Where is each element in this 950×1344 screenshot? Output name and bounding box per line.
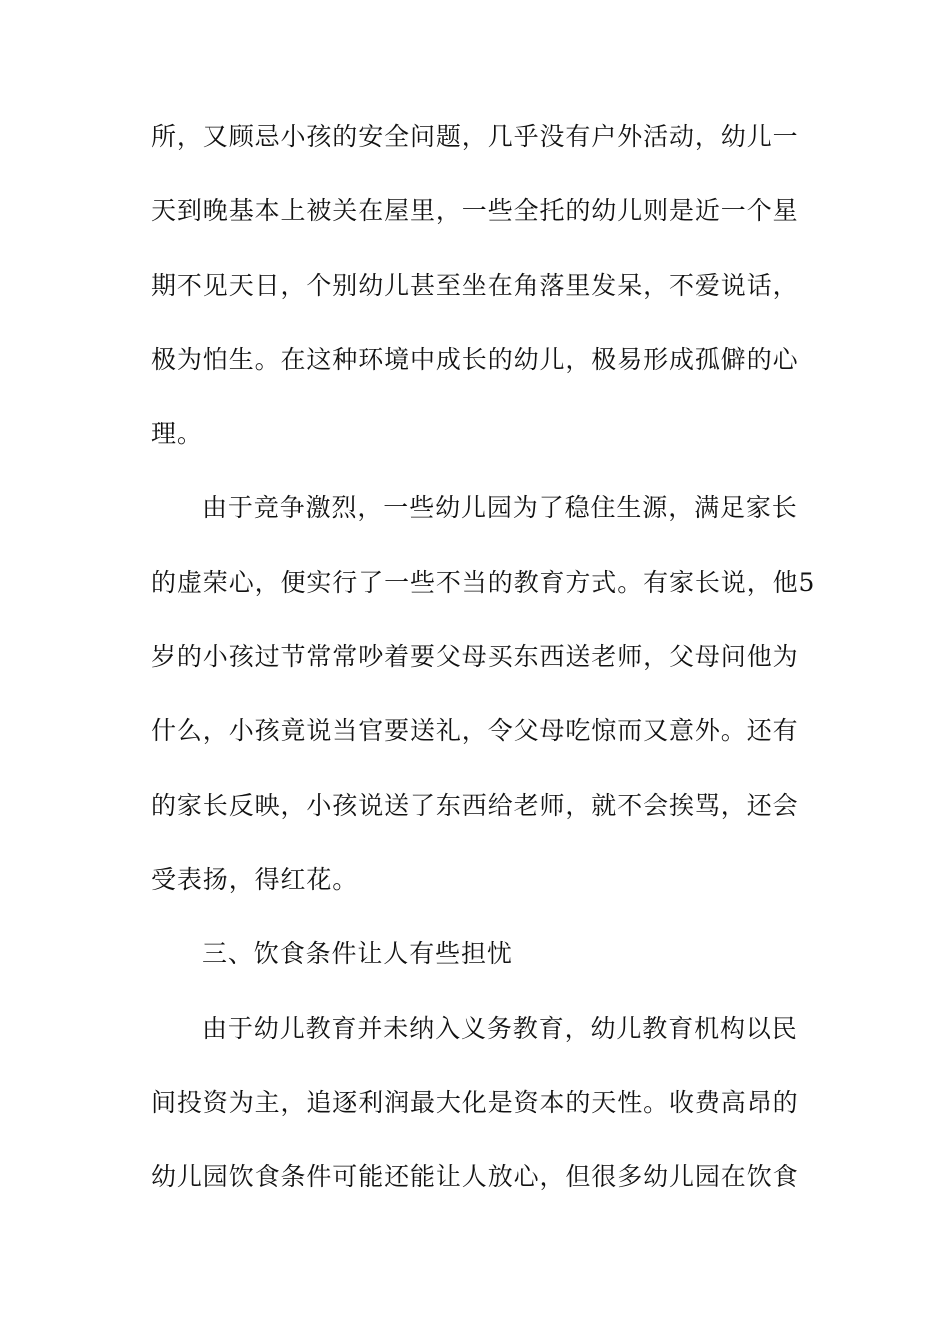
text-line: 期不见天日，个别幼儿甚至坐在角落里发呆，不爱说话， — [151, 270, 799, 300]
text-line: 极为怕生。在这种环境中成长的幼儿，极易形成孤僻的心 — [151, 344, 799, 374]
text-line: 幼儿园饮食条件可能还能让人放心，但很多幼儿园在饮食 — [151, 1162, 799, 1192]
text-line: 受表扬，得红花。 — [151, 864, 359, 894]
paragraph-start-line: 由于幼儿教育并未纳入义务教育，幼儿教育机构以民 — [202, 1013, 798, 1043]
text-line: 的虚荣心，便实行了一些不当的教育方式。有家长说，他5 — [151, 567, 816, 597]
text-line: 间投资为主，追逐利润最大化是资本的天性。收费高昂的 — [151, 1087, 799, 1117]
text-line: 岁的小孩过节常常吵着要父母买东西送老师，父母问他为 — [151, 642, 799, 672]
paragraph-start-line: 由于竞争激烈，一些幼儿园为了稳住生源，满足家长 — [202, 493, 798, 523]
text-line: 所，又顾忌小孩的安全问题，几乎没有户外活动，幼儿一 — [151, 122, 799, 151]
text-line: 天到晚基本上被关在屋里，一些全托的幼儿则是近一个星 — [151, 196, 799, 226]
text-line: 的家长反映，小孩说送了东西给老师，就不会挨骂，还会 — [151, 790, 799, 820]
text-line: 理。 — [151, 419, 203, 449]
body-text — [151, 122, 816, 1236]
text-line: 什么，小孩竟说当官要送礼，令父母吃惊而又意外。还有 — [151, 716, 799, 746]
section-heading: 三、饮食条件让人有些担忧 — [202, 939, 513, 969]
